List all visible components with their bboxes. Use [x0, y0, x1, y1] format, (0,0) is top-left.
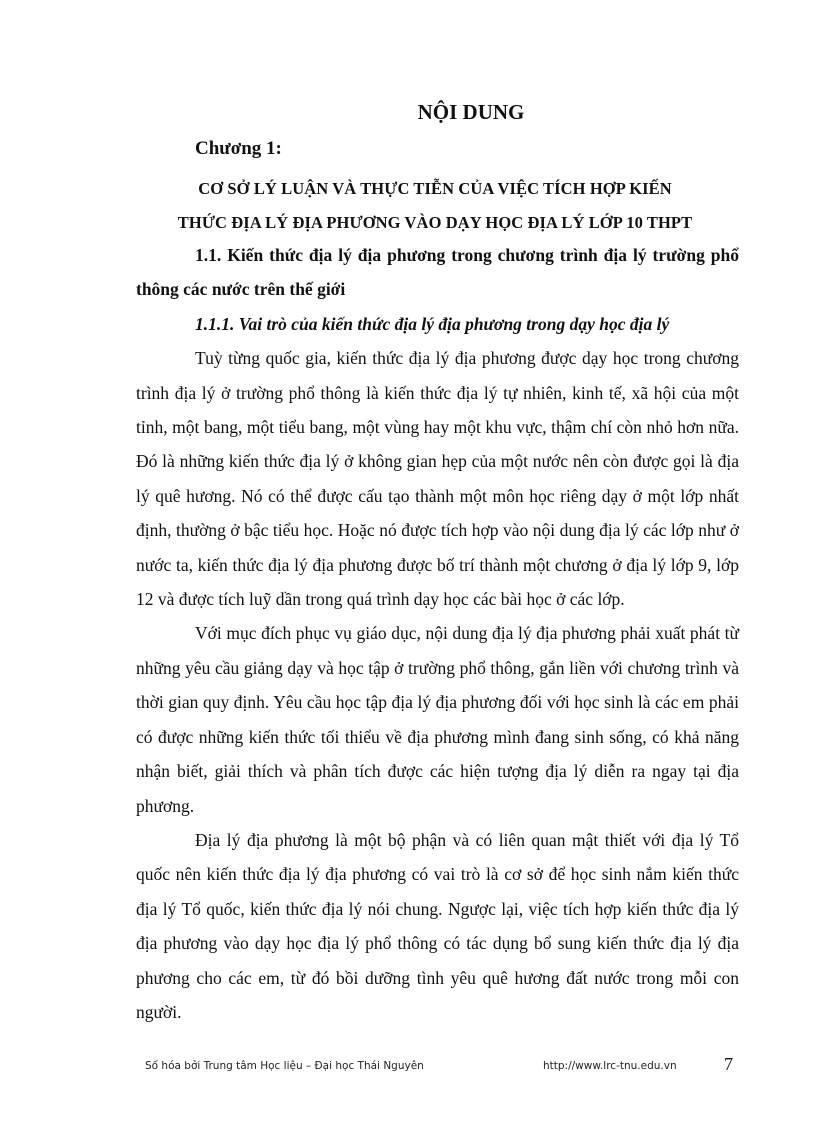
- footer-url-link[interactable]: http://www.lrc-tnu.edu.vn: [543, 1060, 677, 1072]
- page-number: 7: [724, 1054, 733, 1074]
- chapter-label: Chương 1:: [195, 138, 282, 159]
- body-text: [136, 238, 739, 1029]
- section-heading-1-1-1: 1.1.1. Vai trò của kiến thức địa lý địa phương trong dạy học địa lý: [195, 313, 670, 334]
- chapter-title-line-2: THỨC ĐỊA LÝ ĐỊA PHƯƠNG VÀO DẠY HỌC ĐỊA LÝ LỚP 10 THPT: [177, 213, 693, 232]
- section-heading-1-1: 1.1. Kiến thức địa lý địa phương trong chương trình địa lý trường phổ thông các nước trên thế giới: [136, 245, 739, 300]
- paragraph-1: Tuỳ từng quốc gia, kiến thức địa lý địa phương được dạy học trong chương trình địa lý ở trường phổ thông là kiến thức địa lý tự nhiên, kinh tế, xã hội của một tỉnh, một bang, một tiểu bang, một vùng hay một khu vực, thậm chí còn nhỏ hơn nữa. Đó là những kiến thức địa lý ở không gian hẹp của một nước nên còn được gọi là địa lý quê hương. Nó có thể được cấu tạo thành một môn học riêng dạy ở một lớp nhất định, thường ở bậc tiểu học. Hoặc nó được tích hợp vào nội dung địa lý các lớp như ở nước ta, kiến thức địa lý địa phương được bố trí thành một chương ở địa lý lớp 9, lớp 12 và được tích luỹ dần trong quá trình dạy học các bài học ở các lớp.: [136, 348, 739, 610]
- chapter-title: [130, 172, 740, 240]
- main-title: NỘI DUNG: [417, 100, 525, 124]
- footer-digitized-by: Số hóa bởi Trung tâm Học liệu – Đại học Thái Nguyên: [145, 1060, 424, 1072]
- chapter-title-line-1: CƠ SỞ LÝ LUẬN VÀ THỰC TIỄN CỦA VIỆC TÍCH HỢP KIẾN: [198, 179, 672, 198]
- paragraph-2: Với mục đích phục vụ giáo dục, nội dung địa lý địa phương phải xuất phát từ những yêu cầu giảng dạy và học tập ở trường phổ thông, gắn liền với chương trình và thời gian quy định. Yêu cầu học tập địa lý địa phương đối với học sinh là các em phải có được những kiến thức tối thiểu về địa phương mình đang sinh sống, có khả năng nhận biết, giải thích và phân tích được các hiện tượng địa lý diễn ra ngay tại địa phương.: [136, 623, 739, 816]
- paragraph-3: Địa lý địa phương là một bộ phận và có liên quan mật thiết với địa lý Tổ quốc nên kiến thức địa lý địa phương có vai trò là cơ sở để học sinh nắm kiến thức địa lý Tổ quốc, kiến thức địa lý nói chung. Ngược lại, việc tích hợp kiến thức địa lý địa phương vào dạy học địa lý phổ thông có tác dụng bổ sung kiến thức địa lý địa phương cho các em, từ đó bồi dưỡng tình yêu quê hương đất nước trong mỗi con người.: [136, 829, 739, 1022]
